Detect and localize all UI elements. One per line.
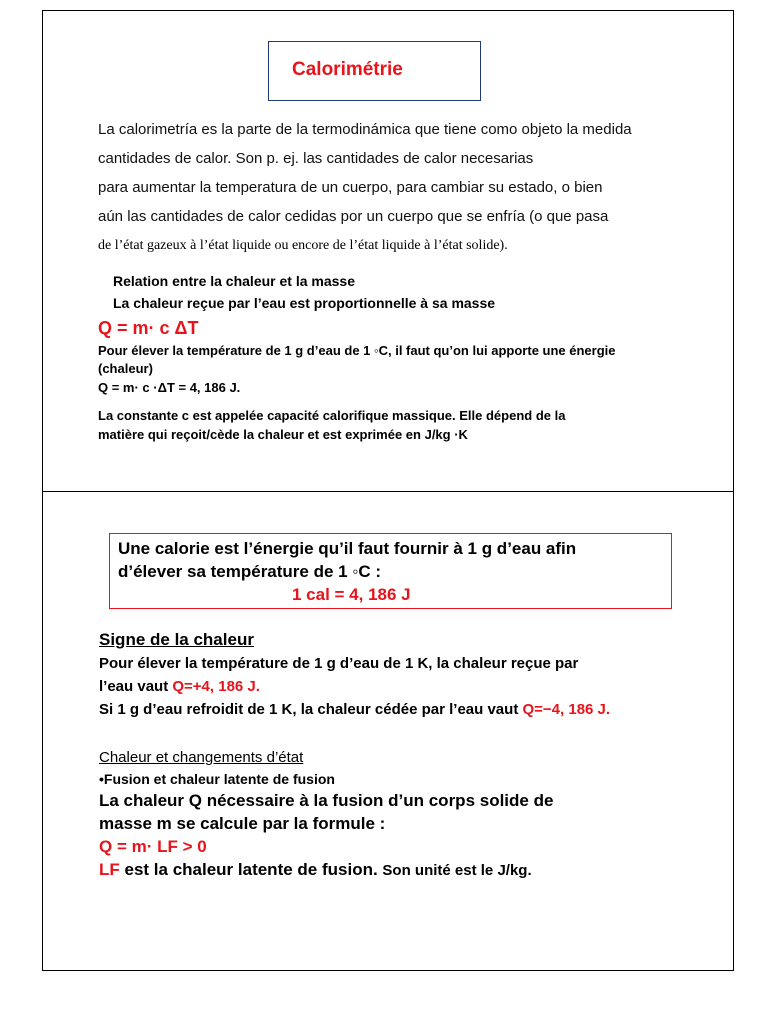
definition-value: 1 cal = 4, 186 J [292,585,411,604]
changes-heading: Chaleur et changements d’état [99,749,304,766]
sign-line-3 [99,701,610,718]
paragraph-line-1: La calorimetría es la parte de la termodinámica que tiene como objeto la medida [98,121,632,138]
fusion-line-1: La chaleur Q nécessaire à la fusion d’un corps solide de [99,791,554,810]
paragraph-line-4: aún las cantidades de calor cedidas por un cuerpo que se enfría (o que pasa [98,208,609,225]
paragraph-line-5: de l’état gazeux à l’état liquide ou encore de l’état liquide à l’état solide). [98,238,508,253]
relation-subheading: La chaleur reçue par l’eau est proportionnelle à sa masse [113,295,496,311]
definition-box [109,533,672,609]
definition-line-2: d’élever sa température de 1 ◦C : [118,562,382,581]
lf-unit: Son unité est le J/kg. [382,862,532,879]
sign-line-3-period: . [605,701,611,718]
lf-symbol: LF [99,860,120,879]
relation-heading: Relation entre la chaleur et la masse [113,273,355,289]
fusion-bullet: •Fusion et chaleur latente de fusion [99,771,335,787]
sign-line-2-text: l’eau vaut [99,678,173,695]
fusion-line-2: masse m se calcule par la formule : [99,814,386,833]
lf-description: est la chaleur latente de fusion. [119,860,383,879]
constant-line-2: matière qui reçoit/cède la chaleur et est exprimée en J/kg ·K [98,427,468,442]
sign-line-3-text: Si 1 g d’eau refroidit de 1 K, la chaleur cédée par l’eau vaut [99,701,523,718]
energy-line-3: Q = m· c ·ΔT = 4, 186 J. [98,380,241,395]
title-box [268,41,481,101]
slide-signe-chaleur [42,491,734,971]
sign-heading: Signe de la chaleur [99,630,254,649]
formula-q-mc-dt: Q = m· c ΔT [98,318,199,338]
paragraph-line-2: cantidades de calor. Son p. ej. las cantidades de calor necesarias [98,150,534,167]
slide-calorimetrie [42,10,734,492]
sign-line-1: Pour élever la température de 1 g d’eau de 1 K, la chaleur reçue par [99,655,579,672]
sign-negative-value: Q=−4, 186 J [522,701,606,718]
paragraph-line-3: para aumentar la temperatura de un cuerpo, para cambiar su estado, o bien [98,179,603,196]
energy-line-2: (chaleur) [98,361,153,376]
energy-line-1: Pour élever la température de 1 g d’eau de 1 ◦C, il faut qu’on lui apporte une énergie [98,343,616,358]
sign-positive-value: Q=+4, 186 J. [172,678,260,695]
constant-line-1: La constante c est appelée capacité calorifique massique. Elle dépend de la [98,408,566,423]
fusion-formula: Q = m· LF > 0 [99,837,207,856]
latent-heat-line [99,860,532,880]
definition-line-1: Une calorie est l’énergie qu’il faut fournir à 1 g d’eau afin [118,539,577,558]
sign-line-2 [99,678,260,695]
slide-title: Calorimétrie [292,59,403,80]
